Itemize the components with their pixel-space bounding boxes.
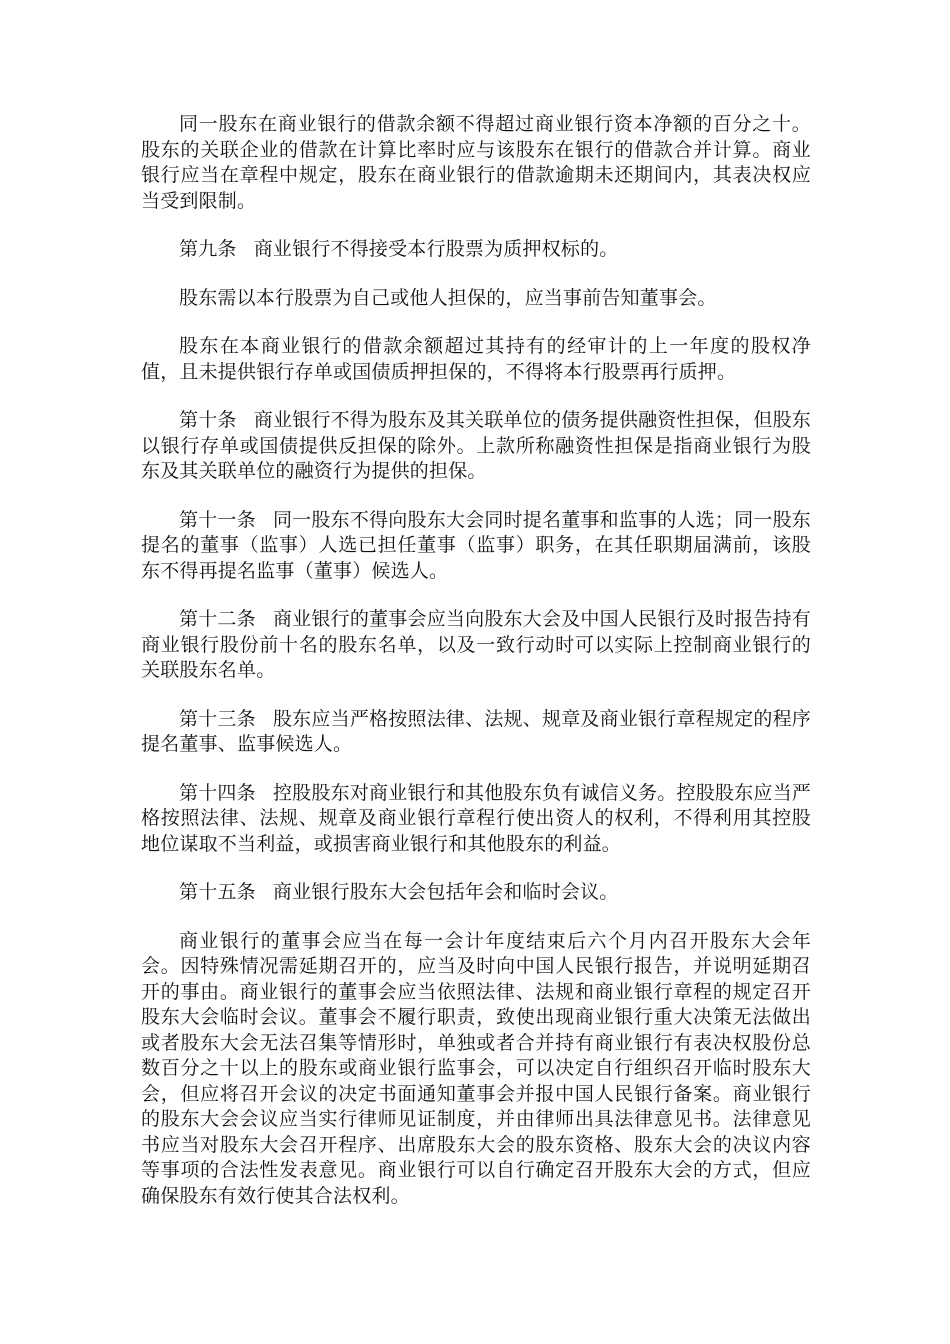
paragraph-6	[141, 508, 811, 585]
paragraph-5	[141, 408, 811, 485]
paragraph-2	[141, 237, 811, 263]
paragraph-text: 同一股东在商业银行的借款余额不得超过商业银行资本净额的百分之十。股东的关联企业的借款在计算比率时应与该股东在银行的借款合并计算。商业银行应当在章程中规定，股东在商业银行的借款逾期未还期间内，其表决权应当受到限制。	[141, 113, 811, 212]
paragraph-text: 股东应当严格按照法律、法规、规章及商业银行章程规定的程序提名董事、监事候选人。	[141, 707, 811, 755]
article-number: 第十二条	[179, 608, 256, 630]
paragraph-text: 控股股东对商业银行和其他股东负有诚信义务。控股股东应当严格按照法律、法规、规章及商业银行章程行使出资人的权利，不得利用其控股地位谋取不当利益，或损害商业银行和其他股东的利益。	[141, 781, 811, 855]
paragraph-text: 商业银行不得接受本行股票为质押权标的。	[253, 238, 619, 260]
article-number: 第九条	[179, 238, 237, 260]
article-number: 第十一条	[179, 508, 256, 531]
paragraph-4	[141, 334, 811, 385]
article-number: 第十三条	[179, 707, 256, 730]
paragraph-text: 商业银行的董事会应当向股东大会及中国人民银行及时报告持有商业银行股份前十名的股东名单，以及一致行动时可以实际上控制商业银行的关联股东名单。	[141, 608, 811, 681]
paragraph-text: 商业银行不得为股东及其关联单位的债务提供融资性担保，但股东以银行存单或国债提供反担保的除外。上款所称融资性担保是指商业银行为股东及其关联单位的融资行为提供的担保。	[141, 409, 811, 482]
paragraph-text: 商业银行股东大会包括年会和临时会议。	[272, 881, 619, 903]
article-number: 第十四条	[179, 781, 256, 804]
paragraph-text: 同一股东不得向股东大会同时提名董事和监事的人选；同一股东提名的董事（监事）人选已担任董事（监事）职务，在其任职期届满前，该股东不得再提名监事（董事）候选人。	[141, 508, 811, 582]
document-page	[141, 112, 811, 1232]
paragraph-8	[141, 707, 811, 758]
paragraph-1	[141, 112, 811, 214]
paragraph-text: 股东需以本行股票为自己或他人担保的，应当事前告知董事会。	[179, 286, 717, 309]
paragraph-9	[141, 781, 811, 858]
paragraph-3	[141, 286, 811, 312]
paragraph-11	[141, 929, 811, 1210]
paragraph-text: 股东在本商业银行的借款余额超过其持有的经审计的上一年度的股权净值，且未提供银行存单或国债质押担保的，不得将本行股票再行质押。	[141, 335, 811, 383]
article-number: 第十条	[179, 409, 237, 431]
paragraph-text: 商业银行的董事会应当在每一会计年度结束后六个月内召开股东大会年会。因特殊情况需延期召开的，应当及时向中国人民银行报告，并说明延期召开的事由。商业银行的董事会应当依照法律、法规和商业银行章程的规定召开股东大会临时会议。董事会不履行职责，致使出现商业银行重大决策无法做出或者股东大会无法召集等情形时，单独或者合并持有商业银行有表决权股份总数百分之十以上的股东或商业银行监事会，可以决定自行组织召开临时股东大会，但应将召开会议的决定书面通知董事会并报中国人民银行备案。商业银行的股东大会会议应当实行律师见证制度，并由律师出具法律意见书。法律意见书应当对股东大会召开程序、出席股东大会的股东资格、股东大会的决议内容等事项的合法性发表意见。商业银行可以自行确定召开股东大会的方式，但应确保股东有效行使其合法权利。	[141, 929, 811, 1207]
paragraph-10	[141, 880, 811, 906]
paragraph-7	[141, 607, 811, 684]
article-number: 第十五条	[179, 881, 256, 903]
